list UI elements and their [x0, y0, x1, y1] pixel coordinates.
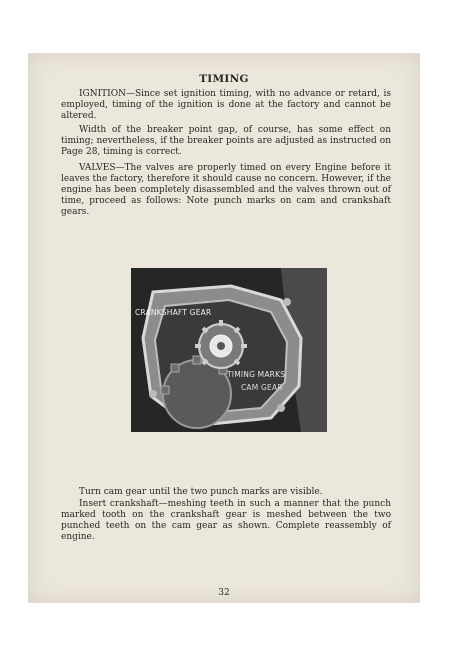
paragraph-valves: VALVES—The valves are properly timed on every Engine before it leaves the factory, therefore it should cause no concern. However, if the engine has been completely disassembled and the valves thrown out of time, proceed as follows: Note punch marks on cam and crankshaft gears.	[61, 163, 391, 217]
paragraph-breaker-gap: Width of the breaker point gap, of course, has some effect on timing; nevertheless, if the breaker points are adjusted as instructed on Page 28, timing is correct.	[61, 125, 391, 157]
label-cam-gear: CAM GEAR	[241, 383, 283, 392]
paragraph-ignition: IGNITION—Since set ignition timing, with no advance or retard, is employed, timing of the ignition is done at the factory and cannot be altered.	[61, 89, 391, 121]
paragraph-insert-crankshaft: Insert crankshaft—meshing teeth in such a manner that the punch marked tooth on the crankshaft gear is meshed between the two punched teeth on the cam gear as shown. Complete reassembly of engine.	[61, 499, 391, 542]
page-title: TIMING	[199, 73, 249, 85]
page-number: 32	[218, 588, 230, 598]
gear-photo	[131, 268, 327, 432]
gear-illustration	[131, 268, 327, 432]
document-page	[28, 53, 420, 603]
paragraph-turn-cam-gear: Turn cam gear until the two punch marks are visible.	[79, 487, 323, 497]
label-crankshaft-gear: CRANKSHAFT GEAR	[135, 308, 212, 317]
label-timing-marks: TIMING MARKS	[227, 370, 286, 379]
